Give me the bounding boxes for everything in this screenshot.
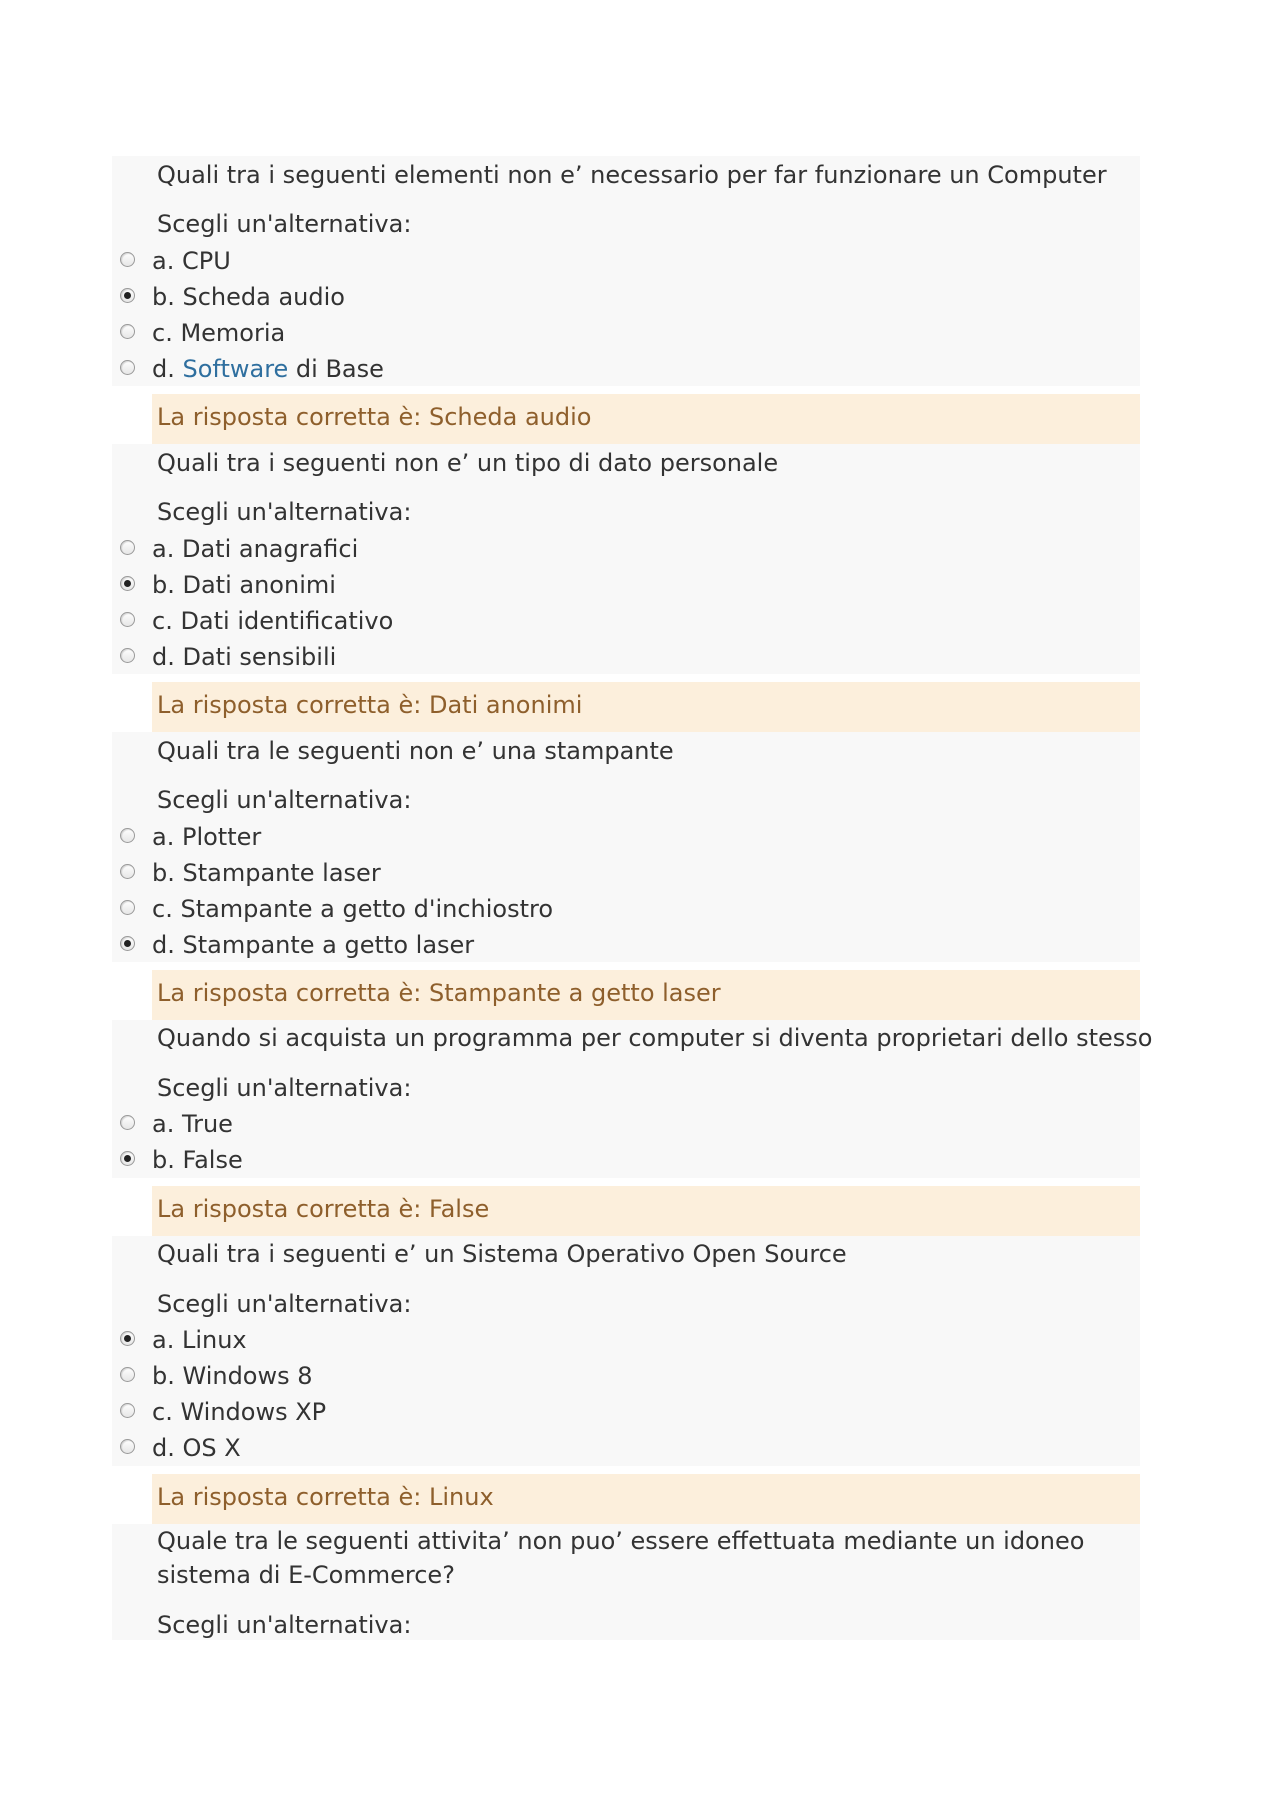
option-label: a. True <box>152 1110 233 1138</box>
radio-button[interactable] <box>120 288 135 303</box>
feedback-text: La risposta corretta è: Dati anonimi <box>157 691 583 719</box>
answer-option[interactable] <box>0 1109 1140 1145</box>
answer-option[interactable] <box>0 1145 1140 1181</box>
answer-option[interactable] <box>0 858 1140 894</box>
answer-prompt: Scegli un'alternativa: <box>157 1611 412 1639</box>
answer-option[interactable] <box>0 606 1140 642</box>
answer-option[interactable] <box>0 930 1140 966</box>
question-text: Quali tra le seguenti non e’ una stampante <box>157 737 674 765</box>
answer-option[interactable] <box>0 1325 1140 1361</box>
feedback-text: La risposta corretta è: Scheda audio <box>157 403 592 431</box>
radio-button[interactable] <box>120 1331 135 1346</box>
answer-option[interactable] <box>0 1433 1140 1469</box>
answer-option[interactable] <box>0 534 1140 570</box>
correct-answer-feedback <box>152 394 1140 444</box>
answer-prompt: Scegli un'alternativa: <box>157 210 412 238</box>
answer-option[interactable] <box>0 282 1140 318</box>
feedback-text: La risposta corretta è: False <box>157 1195 490 1223</box>
answer-option[interactable] <box>0 246 1140 282</box>
question-text: Quali tra i seguenti e’ un Sistema Operativo Open Source <box>157 1240 847 1268</box>
radio-button[interactable] <box>120 612 135 627</box>
option-label: a. Plotter <box>152 823 262 851</box>
option-label: b. Stampante laser <box>152 859 381 887</box>
question-text: Quali tra i seguenti non e’ un tipo di dato personale <box>157 449 779 477</box>
glossary-link[interactable]: Software <box>182 355 289 383</box>
option-label: d. Dati sensibili <box>152 643 337 671</box>
radio-button[interactable] <box>120 360 135 375</box>
radio-button[interactable] <box>120 648 135 663</box>
option-label: a. Dati anagrafici <box>152 535 359 563</box>
radio-button[interactable] <box>120 900 135 915</box>
answer-prompt: Scegli un'alternativa: <box>157 498 412 526</box>
feedback-text: La risposta corretta è: Stampante a getto laser <box>157 979 721 1007</box>
option-label: b. Dati anonimi <box>152 571 336 599</box>
answer-prompt: Scegli un'alternativa: <box>157 786 412 814</box>
answer-option[interactable] <box>0 822 1140 858</box>
radio-button[interactable] <box>120 1367 135 1382</box>
radio-button[interactable] <box>120 1403 135 1418</box>
question-text: Quali tra i seguenti elementi non e’ necessario per far funzionare un Computer <box>157 161 1107 189</box>
answer-option[interactable] <box>0 1361 1140 1397</box>
option-label: d. OS X <box>152 1434 241 1462</box>
correct-answer-feedback <box>152 1474 1140 1524</box>
radio-button[interactable] <box>120 576 135 591</box>
option-label: c. Windows XP <box>152 1398 327 1426</box>
question-text: Quale tra le seguenti attivita’ non puo’ essere effettuata mediante un idoneo sistema di E-Commerce? <box>157 1527 1085 1589</box>
option-label: a. CPU <box>152 247 231 275</box>
option-label: c. Dati identificativo <box>152 607 394 635</box>
answer-option[interactable] <box>0 1397 1140 1433</box>
radio-button[interactable] <box>120 324 135 339</box>
question-text: Quando si acquista un programma per computer si diventa proprietari dello stesso <box>157 1024 1153 1052</box>
option-label: c. Memoria <box>152 319 286 347</box>
radio-button[interactable] <box>120 1151 135 1166</box>
correct-answer-feedback <box>152 1186 1140 1236</box>
answer-option[interactable] <box>0 318 1140 354</box>
answer-option[interactable] <box>0 642 1140 678</box>
answer-option[interactable] <box>0 894 1140 930</box>
option-label-prefix: d. <box>152 355 183 383</box>
radio-button[interactable] <box>120 540 135 555</box>
correct-answer-feedback <box>152 682 1140 732</box>
option-label: b. Scheda audio <box>152 283 345 311</box>
option-label: a. Linux <box>152 1326 247 1354</box>
radio-button[interactable] <box>120 1115 135 1130</box>
option-label-suffix: di Base <box>288 355 384 383</box>
option-label: c. Stampante a getto d'inchiostro <box>152 895 554 923</box>
option-label: b. False <box>152 1146 243 1174</box>
option-label <box>152 354 384 384</box>
answer-prompt: Scegli un'alternativa: <box>157 1290 412 1318</box>
correct-answer-feedback <box>152 970 1140 1020</box>
option-label: b. Windows 8 <box>152 1362 313 1390</box>
radio-button[interactable] <box>120 936 135 951</box>
answer-prompt: Scegli un'alternativa: <box>157 1074 412 1102</box>
feedback-text: La risposta corretta è: Linux <box>157 1483 494 1511</box>
answer-option[interactable] <box>0 570 1140 606</box>
answer-option[interactable] <box>0 354 1140 390</box>
radio-button[interactable] <box>120 252 135 267</box>
radio-button[interactable] <box>120 1439 135 1454</box>
radio-button[interactable] <box>120 864 135 879</box>
radio-button[interactable] <box>120 828 135 843</box>
option-label: d. Stampante a getto laser <box>152 931 475 959</box>
